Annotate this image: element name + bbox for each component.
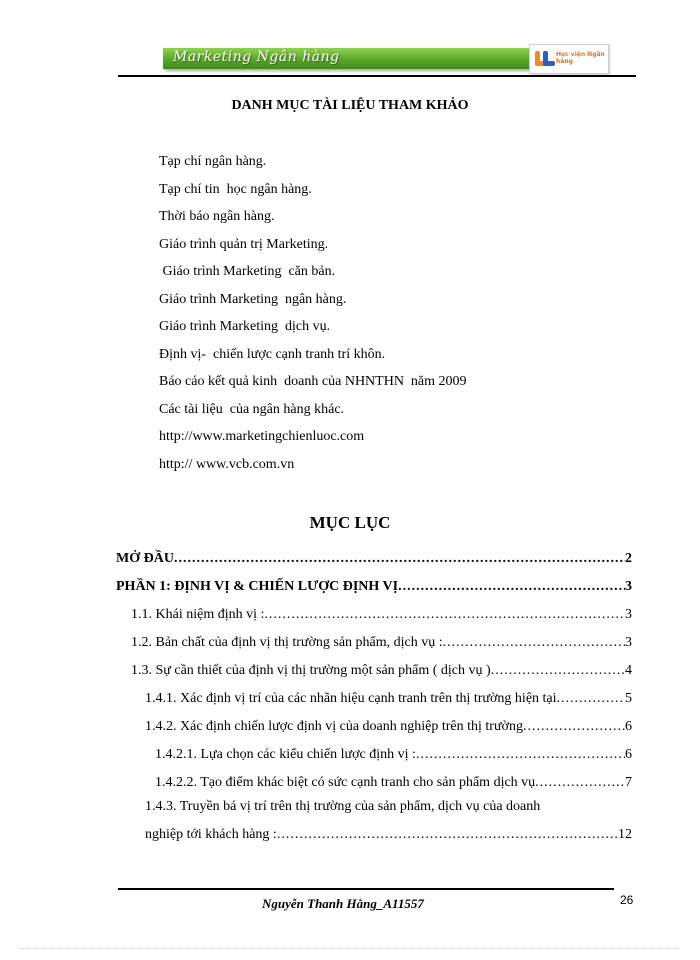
reference-item: Thời báo ngân hàng. [159,209,275,224]
logo-caption: Học viện Ngân hàng [556,51,605,65]
toc-entry [155,775,632,791]
toc-leader-dots [491,663,625,679]
page-bottom-border [20,948,680,950]
toc-entry-page: 6 [625,719,632,734]
toc-entry-label: 1.2. Bản chất của định vị thị trường sản phẩm, dịch vụ : [131,635,443,650]
reference-link: http://www.marketingchienluoc.com [159,429,365,444]
toc-entry-label: 1.4.2. Xác định chiến lược định vị của doanh nghiệp trên thị trường [145,719,523,734]
reference-item: Báo cáo kết quả kinh doanh của NHNTHN năm 2009 [159,374,467,389]
reference-item: Giáo trình Marketing ngân hàng. [159,291,347,307]
reference-item: Các tài liệu của ngân hàng khác. [159,401,345,417]
toc-entry-label: PHẦN 1: ĐỊNH VỊ & CHIẾN LƯỢC ĐỊNH VỊ [116,579,399,594]
toc-entry-page: 2 [625,551,632,566]
toc-entry [145,691,632,707]
logo-icon [534,49,556,69]
toc-leader-dots [264,607,625,623]
toc-entry-label: 1.4.2.2. Tạo điểm khác biệt có sức cạnh tranh cho sản phẩm dịch vụ [155,775,536,790]
toc-entry-page: 3 [625,635,632,650]
footer-rule [118,888,614,890]
toc-entry-label: 1.4.1. Xác định vị trí của các nhãn hiệu cạnh tranh trên thị trường hiện tại [145,691,557,706]
header-banner-text: Marketing Ngân hàng [173,49,340,65]
toc-entry-page: 6 [625,747,632,762]
reference-item: Tạp chí tin học ngân hàng. [159,181,312,197]
reference-link: http:// www.vcb.com.vn [159,456,295,472]
toc-entry-label: 1.3. Sự cần thiết của định vị thị trường một sản phẩm ( dịch vụ ) [131,663,491,678]
toc-entry-page: 3 [625,579,632,594]
references-list [159,153,467,483]
toc-entry [131,663,632,679]
reference-item: Giáo trình Marketing căn bản. [159,264,336,279]
toc-leader-dots [443,635,625,651]
reference-item: Giáo trình Marketing dịch vụ. [159,319,331,334]
toc-entry [131,607,632,623]
header-banner [163,48,529,69]
toc-entry-page: 7 [625,775,632,790]
footer-author: Nguyễn Thanh Hằng_A11557 [262,896,424,911]
toc-entry-label: 1.1. Khái niệm định vị : [131,607,265,622]
toc-entry-page: 12 [618,827,632,842]
toc-entry-label: MỞ ĐẦU [116,551,174,566]
page-number: 26 [620,893,634,907]
toc-entry [145,827,632,843]
reference-item: Định vị- chiến lược cạnh tranh trí khôn. [159,346,386,362]
reference-item: Tạp chí ngân hàng. [159,154,267,169]
toc-leader-dots [398,579,625,595]
reference-item: Giáo trình quản trị Marketing. [159,236,329,252]
header-logo [529,44,609,74]
toc-title: MỤC LỤC [309,513,391,532]
toc-leader-dots [174,551,625,567]
toc-leader-dots [416,747,625,763]
toc-entry-page: 3 [625,607,632,622]
toc-entry-label: 1.4.3. Truyền bá vị trí trên thị trường của sản phẩm, dịch vụ của doanh [145,799,541,814]
toc-leader-dots [523,719,625,735]
toc-entry [145,719,632,735]
toc-leader-dots [277,827,618,843]
toc-entry [131,635,632,651]
toc-entry-page: 5 [625,691,632,706]
toc-entry [155,747,632,763]
header-rule [118,75,636,77]
toc-entry-label: nghiệp tới khách hàng : [145,827,277,842]
toc-entry-page: 4 [625,663,632,678]
toc-entry [116,579,632,595]
toc-entry-label: 1.4.2.1. Lựa chọn các kiểu chiến lược định vị : [155,747,416,762]
toc-leader-dots [535,775,625,791]
toc-leader-dots [557,691,625,707]
toc-entry [116,551,632,567]
toc-entry [145,799,632,815]
references-title: DANH MỤC TÀI LIỆU THAM KHẢO [231,98,469,113]
